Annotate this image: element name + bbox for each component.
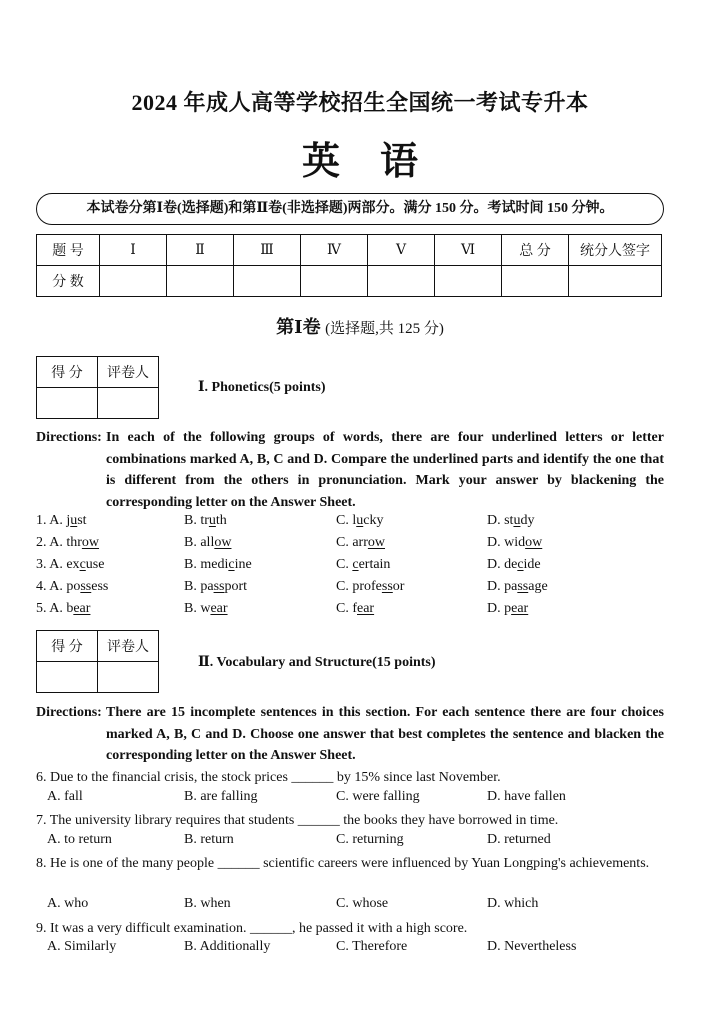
score-header-cell: 统分人签字 [569,235,662,266]
answer-option: A. who [47,896,89,911]
score-entry-cell[interactable] [37,388,98,419]
score-cell[interactable] [368,266,435,297]
phonetics-option: D. study [487,513,535,528]
exam-title: 2024 年成人高等学校招生全国统一考试专升本 [131,90,589,115]
answer-option: B. when [184,896,231,911]
phonetics-option: D. decide [487,557,541,572]
phonetics-option: D. widow [487,535,543,550]
score-header-cell: Ⅳ [301,235,368,266]
question-options [36,789,664,810]
score-header-cell: Ⅰ [100,235,167,266]
phonetics-option: 2. A. throw [36,535,100,550]
phonetics-option: D. pear [487,601,529,616]
underlined-letters: c [228,557,235,572]
answer-option: B. Additionally [184,939,271,954]
answer-option: D. Nevertheless [487,939,577,954]
underlined-letters: ss [381,579,393,594]
phonetics-option: D. passage [487,579,548,594]
underlined-letters: ss [213,579,225,594]
phonetics-directions [36,427,664,513]
score-row-label: 分 数 [37,266,100,297]
phonetics-question-3 [36,557,664,578]
phonetics-option: 3. A. excuse [36,557,105,572]
part1-subtitle: (选择题,共 125 分) [325,321,444,337]
question-stem: 8. He is one of the many people ______ scientific careers were influenced by Yuan Longping's achievements. [36,856,650,871]
score-cell[interactable] [167,266,234,297]
score-cell[interactable] [569,266,662,297]
underlined-letters: ow [214,535,232,550]
answer-option: C. Therefore [336,939,408,954]
question-options [36,896,664,917]
answer-option: C. were falling [336,789,420,804]
phonetics-option: B. wear [184,601,228,616]
answer-option: D. have fallen [487,789,566,804]
score-cell[interactable] [234,266,301,297]
question-stem: 6. Due to the financial crisis, the stock prices ______ by 15% since last November. [36,770,501,785]
phonetics-option: 1. A. just [36,513,87,528]
score-table-header-row [37,235,662,266]
directions-text: In each of the following groups of words, there are four underlined letters or letter combinations marked A, B, C and D. Compare the underlined parts and identify the one that is different from the others in pronunciation. Mark your answer by blackening the corresponding letter on the Answer Sheet. [106,430,664,510]
question-options [36,832,664,853]
underlined-letters: ow [367,535,386,550]
reviewer-entry-cell[interactable] [98,662,159,693]
score-header-cell: 总 分 [502,235,569,266]
directions-text: There are 15 incomplete sentences in this section. For each sentence there are four choices marked A, B, C and D. Choose one answer that best completes the sentence and blacken the corresponding letter on the Answer Sheet. [106,705,664,763]
phonetics-option: 4. A. possess [36,579,109,594]
question-stem: 9. It was a very difficult examination. ______, he passed it with a high score. [36,921,468,936]
phonetics-question-5 [36,601,664,622]
grader-box [36,630,159,693]
reviewer-label: 评卷人 [98,631,159,662]
phonetics-option: B. truth [184,513,227,528]
reviewer-entry-cell[interactable] [98,388,159,419]
underlined-letters: c [517,557,524,572]
phonetics-option: C. lucky [336,513,384,528]
phonetics-option: C. certain [336,557,391,572]
answer-option: B. return [184,832,234,847]
score-header-cell: Ⅱ [167,235,234,266]
question-options [36,939,664,960]
underlined-letters: ow [81,535,100,550]
phonetics-option: C. fear [336,601,375,616]
underlined-letters: c [352,557,359,572]
underlined-letters: ow [525,535,543,550]
underlined-letters: u [513,513,521,528]
question-stem: 7. The university library requires that students ______ the books they have borrowed in time. [36,813,559,828]
underlined-letters: u [70,513,78,528]
phonetics-question-4 [36,579,664,600]
phonetics-option: 5. A. bear [36,601,91,616]
vocab-directions [36,702,664,767]
score-label: 得 分 [37,631,98,662]
underlined-letters: ss [80,579,92,594]
answer-option: A. Similarly [47,939,117,954]
answer-option: A. to return [47,832,112,847]
answer-option: C. whose [336,896,389,911]
score-table [36,234,662,297]
underlined-letters: u [208,513,216,528]
phonetics-option: B. passport [184,579,248,594]
score-cell[interactable] [435,266,502,297]
part1-heading [0,313,720,339]
score-entry-cell[interactable] [37,662,98,693]
phonetics-question-2 [36,535,664,556]
underlined-letters: ear [511,601,529,616]
underlined-letters: ear [73,601,91,616]
directions-label: Directions: [36,430,102,445]
underlined-letters: ear [210,601,228,616]
answer-option: D. returned [487,832,551,847]
phonetics-option: C. arrow [336,535,386,550]
score-cell[interactable] [502,266,569,297]
vocab-title: Ⅱ. Vocabulary and Structure(15 points) [198,655,436,670]
subject-title: 英语 [301,141,458,183]
underlined-letters: ear [357,601,375,616]
directions-label: Directions: [36,705,102,720]
score-header-cell: Ⅲ [234,235,301,266]
grader-box [36,356,159,419]
answer-option: B. are falling [184,789,258,804]
score-cell[interactable] [100,266,167,297]
score-table-value-row [37,266,662,297]
reviewer-label: 评卷人 [98,357,159,388]
score-header-cell: Ⅴ [368,235,435,266]
phonetics-option: C. professor [336,579,405,594]
underlined-letters: u [356,513,364,528]
score-label: 得 分 [37,357,98,388]
score-header-cell: Ⅵ [435,235,502,266]
underlined-letters: c [79,557,86,572]
answer-option: C. returning [336,832,404,847]
score-cell[interactable] [301,266,368,297]
underlined-letters: ss [517,579,529,594]
score-header-cell: 题 号 [37,235,100,266]
part1-title: 第Ⅰ卷 [276,317,321,337]
phonetics-option: B. allow [184,535,232,550]
answer-option: A. fall [47,789,83,804]
phonetics-question-1 [36,513,664,534]
phonetics-title: Ⅰ. Phonetics(5 points) [198,380,326,395]
phonetics-option: B. medicine [184,557,252,572]
exam-info-banner: 本试卷分第Ⅰ卷(选择题)和第Ⅱ卷(非选择题)两部分。满分 150 分。考试时间 150 分钟。 [36,193,664,225]
answer-option: D. which [487,896,539,911]
